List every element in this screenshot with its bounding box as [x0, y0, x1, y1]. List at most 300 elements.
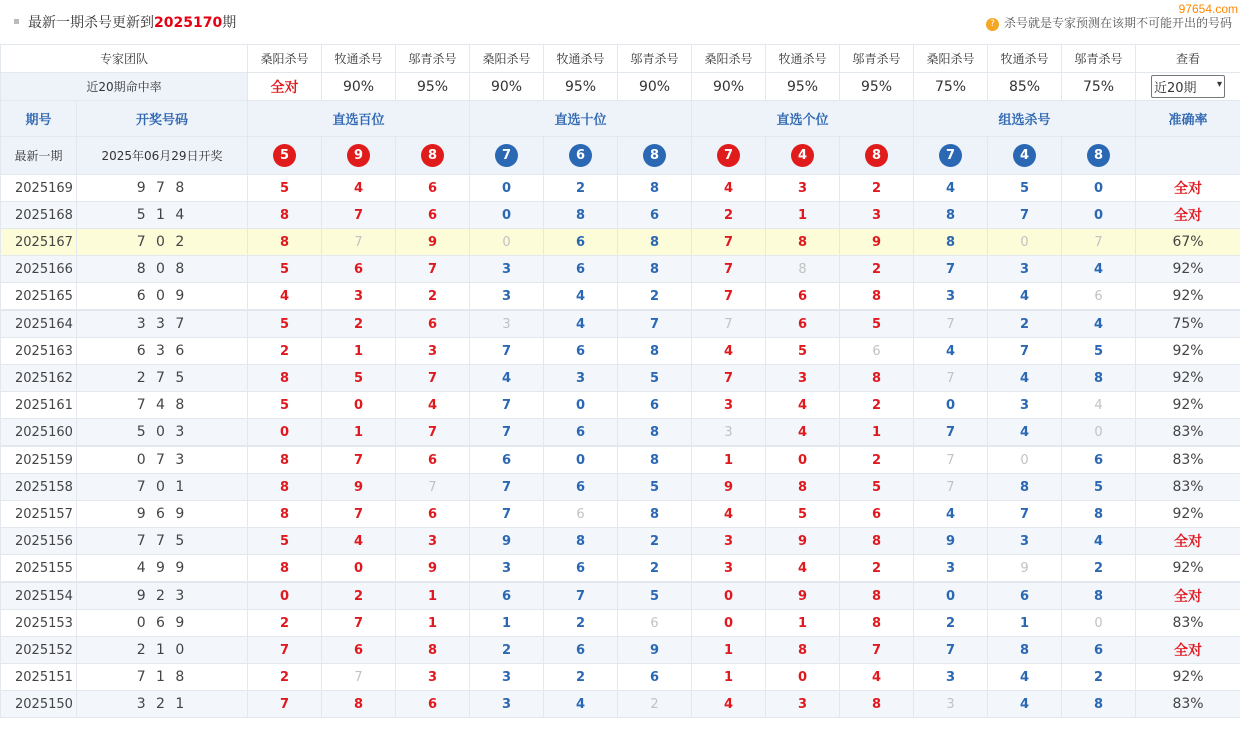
hit-rate-value: 90%: [490, 78, 523, 95]
number-ball: 7: [495, 144, 518, 167]
kill-number: 7: [544, 582, 618, 610]
kill-number: 3: [988, 256, 1062, 283]
period-number: 2025154: [1, 582, 77, 610]
kill-number: 8: [322, 691, 396, 718]
accuracy: [1136, 202, 1240, 229]
kill-number: 0: [544, 446, 618, 474]
kill-number: 6: [396, 310, 470, 338]
watermark: 97654.com: [1178, 2, 1238, 16]
draw-numbers: 9 7 8: [77, 175, 248, 202]
kill-number: 6: [618, 664, 692, 691]
period-number: 2025152: [1, 637, 77, 664]
kill-number: 7: [914, 310, 988, 338]
col-ge: 直选个位: [692, 101, 914, 137]
hit-rate-row: [1, 73, 1240, 101]
kill-number: 6: [396, 175, 470, 202]
period-select[interactable]: [1151, 75, 1225, 98]
kill-number: 7: [396, 419, 470, 447]
kill-number: 4: [988, 691, 1062, 718]
kill-number: 7: [396, 365, 470, 392]
kill-number: 9: [470, 528, 544, 555]
kill-number: 8: [618, 175, 692, 202]
kill-number: 0: [322, 555, 396, 583]
kill-number: 2: [1062, 555, 1136, 583]
kill-number: 1: [766, 202, 840, 229]
kill-number: 7: [470, 392, 544, 419]
kill-number: 3: [766, 691, 840, 718]
kill-number: 6: [544, 637, 618, 664]
kill-number: 8: [766, 256, 840, 283]
accuracy-value: 全对: [1174, 181, 1203, 197]
kill-number: 7: [470, 338, 544, 365]
table-row: [1, 582, 1240, 610]
kill-number: 8: [618, 256, 692, 283]
expert-name: 桑阳杀号: [470, 45, 544, 73]
period-number: 2025157: [1, 501, 77, 528]
table-row: [1, 691, 1240, 718]
kill-number: 2: [914, 610, 988, 637]
kill-number: 9: [766, 528, 840, 555]
number-ball: 8: [643, 144, 666, 167]
period-number: 2025155: [1, 555, 77, 583]
kill-number: 4: [692, 175, 766, 202]
kill-number: 0: [544, 392, 618, 419]
kill-number: 5: [248, 175, 322, 202]
kill-number: 7: [396, 256, 470, 283]
kill-number: 4: [766, 419, 840, 447]
kill-number: 8: [396, 637, 470, 664]
period-select-cell: [1136, 73, 1240, 101]
accuracy: [1136, 338, 1240, 365]
kill-number: 4: [914, 338, 988, 365]
draw-numbers: 4 9 9: [77, 555, 248, 583]
draw-numbers: 7 4 8: [77, 392, 248, 419]
kill-number: 6: [618, 610, 692, 637]
number-ball: 4: [1013, 144, 1036, 167]
kill-number: 2: [692, 202, 766, 229]
hit-rate: [1062, 73, 1136, 101]
kill-number: 3: [988, 528, 1062, 555]
kill-number: 8: [618, 446, 692, 474]
kill-number: 7: [322, 446, 396, 474]
kill-number: 7: [914, 419, 988, 447]
kill-number: 0: [248, 582, 322, 610]
accuracy: [1136, 474, 1240, 501]
kill-number: 8: [840, 365, 914, 392]
kill-number: 9: [766, 582, 840, 610]
kill-number: 7: [840, 637, 914, 664]
kill-number: 1: [692, 446, 766, 474]
table-row: [1, 175, 1240, 202]
kill-number: 6: [766, 283, 840, 311]
kill-number: 5: [1062, 338, 1136, 365]
kill-number: 8: [840, 691, 914, 718]
accuracy-value: 92%: [1172, 669, 1204, 685]
kill-number: 4: [544, 691, 618, 718]
hit-rate-value: 75%: [934, 78, 967, 95]
kill-number: 0: [1062, 610, 1136, 637]
kill-number: 6: [470, 582, 544, 610]
kill-number: 2: [618, 283, 692, 311]
kill-number: 6: [766, 310, 840, 338]
hit-rate: [766, 73, 840, 101]
kill-number: 9: [840, 229, 914, 256]
latest-ball-cell: [840, 137, 914, 175]
kill-number: 7: [322, 229, 396, 256]
number-ball: 6: [569, 144, 592, 167]
accuracy: [1136, 283, 1240, 311]
accuracy-value: 67%: [1172, 234, 1204, 250]
latest-ball-cell: [1062, 137, 1136, 175]
kill-number: 0: [1062, 202, 1136, 229]
kill-number: 7: [988, 202, 1062, 229]
accuracy: [1136, 528, 1240, 555]
hit-rate: [692, 73, 766, 101]
kill-number: 6: [840, 338, 914, 365]
draw-numbers: 7 1 8: [77, 664, 248, 691]
kill-number: 8: [840, 283, 914, 311]
kill-number: 6: [544, 338, 618, 365]
period-number: 2025168: [1, 202, 77, 229]
draw-numbers: 2 7 5: [77, 365, 248, 392]
table-row: [1, 664, 1240, 691]
table-row: [1, 256, 1240, 283]
kill-number: 3: [914, 664, 988, 691]
kill-number: 6: [544, 474, 618, 501]
kill-number: 5: [766, 338, 840, 365]
table-row: [1, 637, 1240, 664]
kill-number: 8: [544, 528, 618, 555]
kill-number-table: [0, 44, 1240, 718]
column-header-row: [1, 101, 1240, 137]
kill-number: 0: [766, 664, 840, 691]
kill-number: 3: [396, 664, 470, 691]
period-number: 2025160: [1, 419, 77, 447]
kill-number: 7: [692, 283, 766, 311]
kill-number: 4: [1062, 310, 1136, 338]
kill-number: 1: [766, 610, 840, 637]
period-number: 2025153: [1, 610, 77, 637]
kill-number: 5: [618, 474, 692, 501]
kill-number: 3: [914, 555, 988, 583]
kill-number: 7: [988, 501, 1062, 528]
kill-number: 7: [396, 474, 470, 501]
draw-numbers: 0 7 3: [77, 446, 248, 474]
accuracy: [1136, 446, 1240, 474]
accuracy-value: 全对: [1174, 534, 1203, 550]
kill-number: 6: [396, 446, 470, 474]
col-bai: 直选百位: [248, 101, 470, 137]
kill-number: 6: [396, 691, 470, 718]
kill-number: 3: [470, 310, 544, 338]
kill-number: 8: [248, 474, 322, 501]
hit-rate: [248, 73, 322, 101]
table-row: [1, 446, 1240, 474]
accuracy: [1136, 610, 1240, 637]
kill-number: 3: [988, 392, 1062, 419]
col-period: 期号: [1, 101, 77, 137]
period-number: 2025156: [1, 528, 77, 555]
kill-number: 8: [988, 474, 1062, 501]
kill-number: 9: [618, 637, 692, 664]
kill-number: 2: [840, 446, 914, 474]
kill-number: 9: [692, 474, 766, 501]
kill-number: 8: [1062, 582, 1136, 610]
kill-number: 4: [692, 691, 766, 718]
kill-number: 8: [766, 474, 840, 501]
table-row: [1, 229, 1240, 256]
kill-number: 7: [470, 419, 544, 447]
question-icon: ?: [986, 18, 999, 31]
hit-rate: [470, 73, 544, 101]
kill-number: 8: [840, 582, 914, 610]
kill-number: 5: [618, 365, 692, 392]
kill-number: 2: [544, 175, 618, 202]
kill-number: 0: [692, 610, 766, 637]
table-row: [1, 419, 1240, 447]
draw-numbers: 5 1 4: [77, 202, 248, 229]
expert-name: 邬青杀号: [618, 45, 692, 73]
kill-number: 3: [322, 283, 396, 311]
hit-rate: [988, 73, 1062, 101]
expert-name: 桑阳杀号: [248, 45, 322, 73]
period-number: 2025161: [1, 392, 77, 419]
bullet-icon: [14, 19, 19, 24]
kill-number-note: ? 杀号就是专家预测在该期不可能开出的号码: [986, 14, 1232, 31]
accuracy: [1136, 175, 1240, 202]
kill-number: 4: [914, 501, 988, 528]
expert-name: 牧通杀号: [988, 45, 1062, 73]
kill-number: 0: [470, 202, 544, 229]
hit-rate-value: 90%: [638, 78, 671, 95]
accuracy-value: 75%: [1172, 316, 1204, 332]
kill-number: 5: [1062, 474, 1136, 501]
kill-number: 7: [914, 365, 988, 392]
kill-number: 5: [248, 310, 322, 338]
draw-numbers: 2 1 0: [77, 637, 248, 664]
kill-number: 3: [470, 256, 544, 283]
accuracy-value: 83%: [1172, 615, 1204, 631]
kill-number: 3: [396, 528, 470, 555]
draw-numbers: 3 2 1: [77, 691, 248, 718]
latest-ball-cell: [766, 137, 840, 175]
kill-number: 2: [322, 310, 396, 338]
kill-number: 7: [470, 501, 544, 528]
accuracy-value: 全对: [1174, 589, 1203, 605]
kill-number: 8: [1062, 691, 1136, 718]
col-shi: 直选十位: [470, 101, 692, 137]
kill-number: 3: [470, 283, 544, 311]
number-ball: 7: [717, 144, 740, 167]
hit-rate: [396, 73, 470, 101]
kill-number: 0: [692, 582, 766, 610]
latest-ball-cell: [470, 137, 544, 175]
kill-number: 8: [248, 501, 322, 528]
kill-number: 7: [470, 474, 544, 501]
kill-number: 7: [988, 338, 1062, 365]
kill-number: 6: [396, 202, 470, 229]
kill-number: 0: [248, 419, 322, 447]
kill-number: 6: [618, 202, 692, 229]
kill-number: 4: [544, 310, 618, 338]
hit-rate: [618, 73, 692, 101]
kill-number: 8: [248, 446, 322, 474]
kill-number: 4: [766, 392, 840, 419]
table-row: [1, 474, 1240, 501]
number-ball: 8: [865, 144, 888, 167]
kill-number: 8: [914, 229, 988, 256]
kill-number: 9: [914, 528, 988, 555]
kill-number: 5: [988, 175, 1062, 202]
accuracy-value: 83%: [1172, 452, 1204, 468]
kill-number: 2: [322, 582, 396, 610]
kill-number: 3: [914, 691, 988, 718]
hit-rate-value: 85%: [1008, 78, 1041, 95]
accuracy: [1136, 637, 1240, 664]
kill-number: 4: [1062, 392, 1136, 419]
kill-number: 1: [470, 610, 544, 637]
kill-number: 6: [1062, 283, 1136, 311]
kill-number: 1: [692, 664, 766, 691]
accuracy: [1136, 392, 1240, 419]
accuracy: [1136, 582, 1240, 610]
period-number: 2025158: [1, 474, 77, 501]
kill-number: 6: [1062, 446, 1136, 474]
expert-name: 桑阳杀号: [692, 45, 766, 73]
col-zu: 组选杀号: [914, 101, 1136, 137]
accuracy: [1136, 664, 1240, 691]
kill-number: 2: [618, 691, 692, 718]
kill-number: 3: [544, 365, 618, 392]
hit-rate-label: 近20期命中率: [1, 73, 248, 101]
kill-number: 7: [322, 610, 396, 637]
kill-number: 0: [988, 229, 1062, 256]
accuracy: [1136, 229, 1240, 256]
accuracy-value: 92%: [1172, 560, 1204, 576]
draw-numbers: 7 0 1: [77, 474, 248, 501]
kill-number: 0: [322, 392, 396, 419]
kill-number: 0: [766, 446, 840, 474]
kill-number: 1: [396, 582, 470, 610]
kill-number: 3: [470, 691, 544, 718]
draw-numbers: 7 0 2: [77, 229, 248, 256]
kill-number: 1: [988, 610, 1062, 637]
kill-number: 9: [988, 555, 1062, 583]
kill-number: 7: [322, 664, 396, 691]
latest-ball-cell: [618, 137, 692, 175]
kill-number: 5: [840, 474, 914, 501]
kill-number: 2: [470, 637, 544, 664]
kill-number: 3: [840, 202, 914, 229]
period-number: 2025151: [1, 664, 77, 691]
hit-rate: [914, 73, 988, 101]
kill-number: 6: [322, 637, 396, 664]
kill-number: 5: [766, 501, 840, 528]
kill-number: 7: [248, 637, 322, 664]
kill-number: 6: [470, 446, 544, 474]
kill-number: 0: [1062, 419, 1136, 447]
kill-number: 7: [914, 637, 988, 664]
kill-number: 4: [322, 175, 396, 202]
kill-number: 5: [618, 582, 692, 610]
latest-date: 2025年06月29日开奖: [77, 137, 248, 175]
kill-number: 0: [470, 229, 544, 256]
accuracy: [1136, 365, 1240, 392]
kill-number: 6: [840, 501, 914, 528]
kill-number: 6: [544, 501, 618, 528]
kill-number: 7: [692, 365, 766, 392]
kill-number: 6: [544, 229, 618, 256]
table-row: [1, 555, 1240, 583]
kill-number: 4: [988, 664, 1062, 691]
kill-number: 8: [1062, 501, 1136, 528]
hit-rate-value: 75%: [1082, 78, 1115, 95]
draw-numbers: 8 0 8: [77, 256, 248, 283]
kill-number: 8: [914, 202, 988, 229]
kill-number: 7: [914, 256, 988, 283]
latest-ball-cell: [322, 137, 396, 175]
latest-ball-cell: [914, 137, 988, 175]
kill-number: 3: [692, 392, 766, 419]
hit-rate-value: 95%: [860, 78, 893, 95]
kill-number: 2: [988, 310, 1062, 338]
page-header: [0, 0, 1240, 45]
accuracy: [1136, 501, 1240, 528]
number-ball: 8: [1087, 144, 1110, 167]
kill-number: 2: [396, 283, 470, 311]
kill-number: 6: [544, 419, 618, 447]
kill-number: 5: [322, 365, 396, 392]
accuracy-value: 92%: [1172, 506, 1204, 522]
experts-row: [1, 45, 1240, 73]
kill-number: 7: [618, 310, 692, 338]
kill-number: 2: [618, 528, 692, 555]
draw-numbers: 0 6 9: [77, 610, 248, 637]
hit-rate-value: 90%: [342, 78, 375, 95]
kill-number: 8: [544, 202, 618, 229]
kill-number: 2: [1062, 664, 1136, 691]
kill-number: 3: [396, 338, 470, 365]
hit-rate: [322, 73, 396, 101]
kill-number: 8: [248, 229, 322, 256]
kill-number: 4: [692, 501, 766, 528]
accuracy-value: 全对: [1174, 208, 1203, 224]
kill-number: 7: [914, 446, 988, 474]
kill-number: 7: [692, 310, 766, 338]
view-label: 查看: [1136, 45, 1240, 73]
kill-number: 8: [248, 555, 322, 583]
kill-number: 4: [322, 528, 396, 555]
kill-number: 4: [988, 419, 1062, 447]
kill-number: 4: [914, 175, 988, 202]
chevron-down-icon: ▾: [1216, 79, 1223, 90]
kill-number: 1: [692, 637, 766, 664]
kill-number: 4: [1062, 528, 1136, 555]
experts-label: 专家团队: [1, 45, 248, 73]
table-row: [1, 283, 1240, 311]
expert-name: 桑阳杀号: [914, 45, 988, 73]
kill-number: 7: [322, 202, 396, 229]
number-ball: 5: [273, 144, 296, 167]
kill-number: 2: [544, 664, 618, 691]
col-accuracy: 准确率: [1136, 101, 1240, 137]
kill-number: 9: [396, 229, 470, 256]
accuracy: [1136, 555, 1240, 583]
kill-number: 5: [840, 310, 914, 338]
kill-number: 8: [618, 338, 692, 365]
accuracy-value: 92%: [1172, 370, 1204, 386]
period-number: 2025165: [1, 283, 77, 311]
